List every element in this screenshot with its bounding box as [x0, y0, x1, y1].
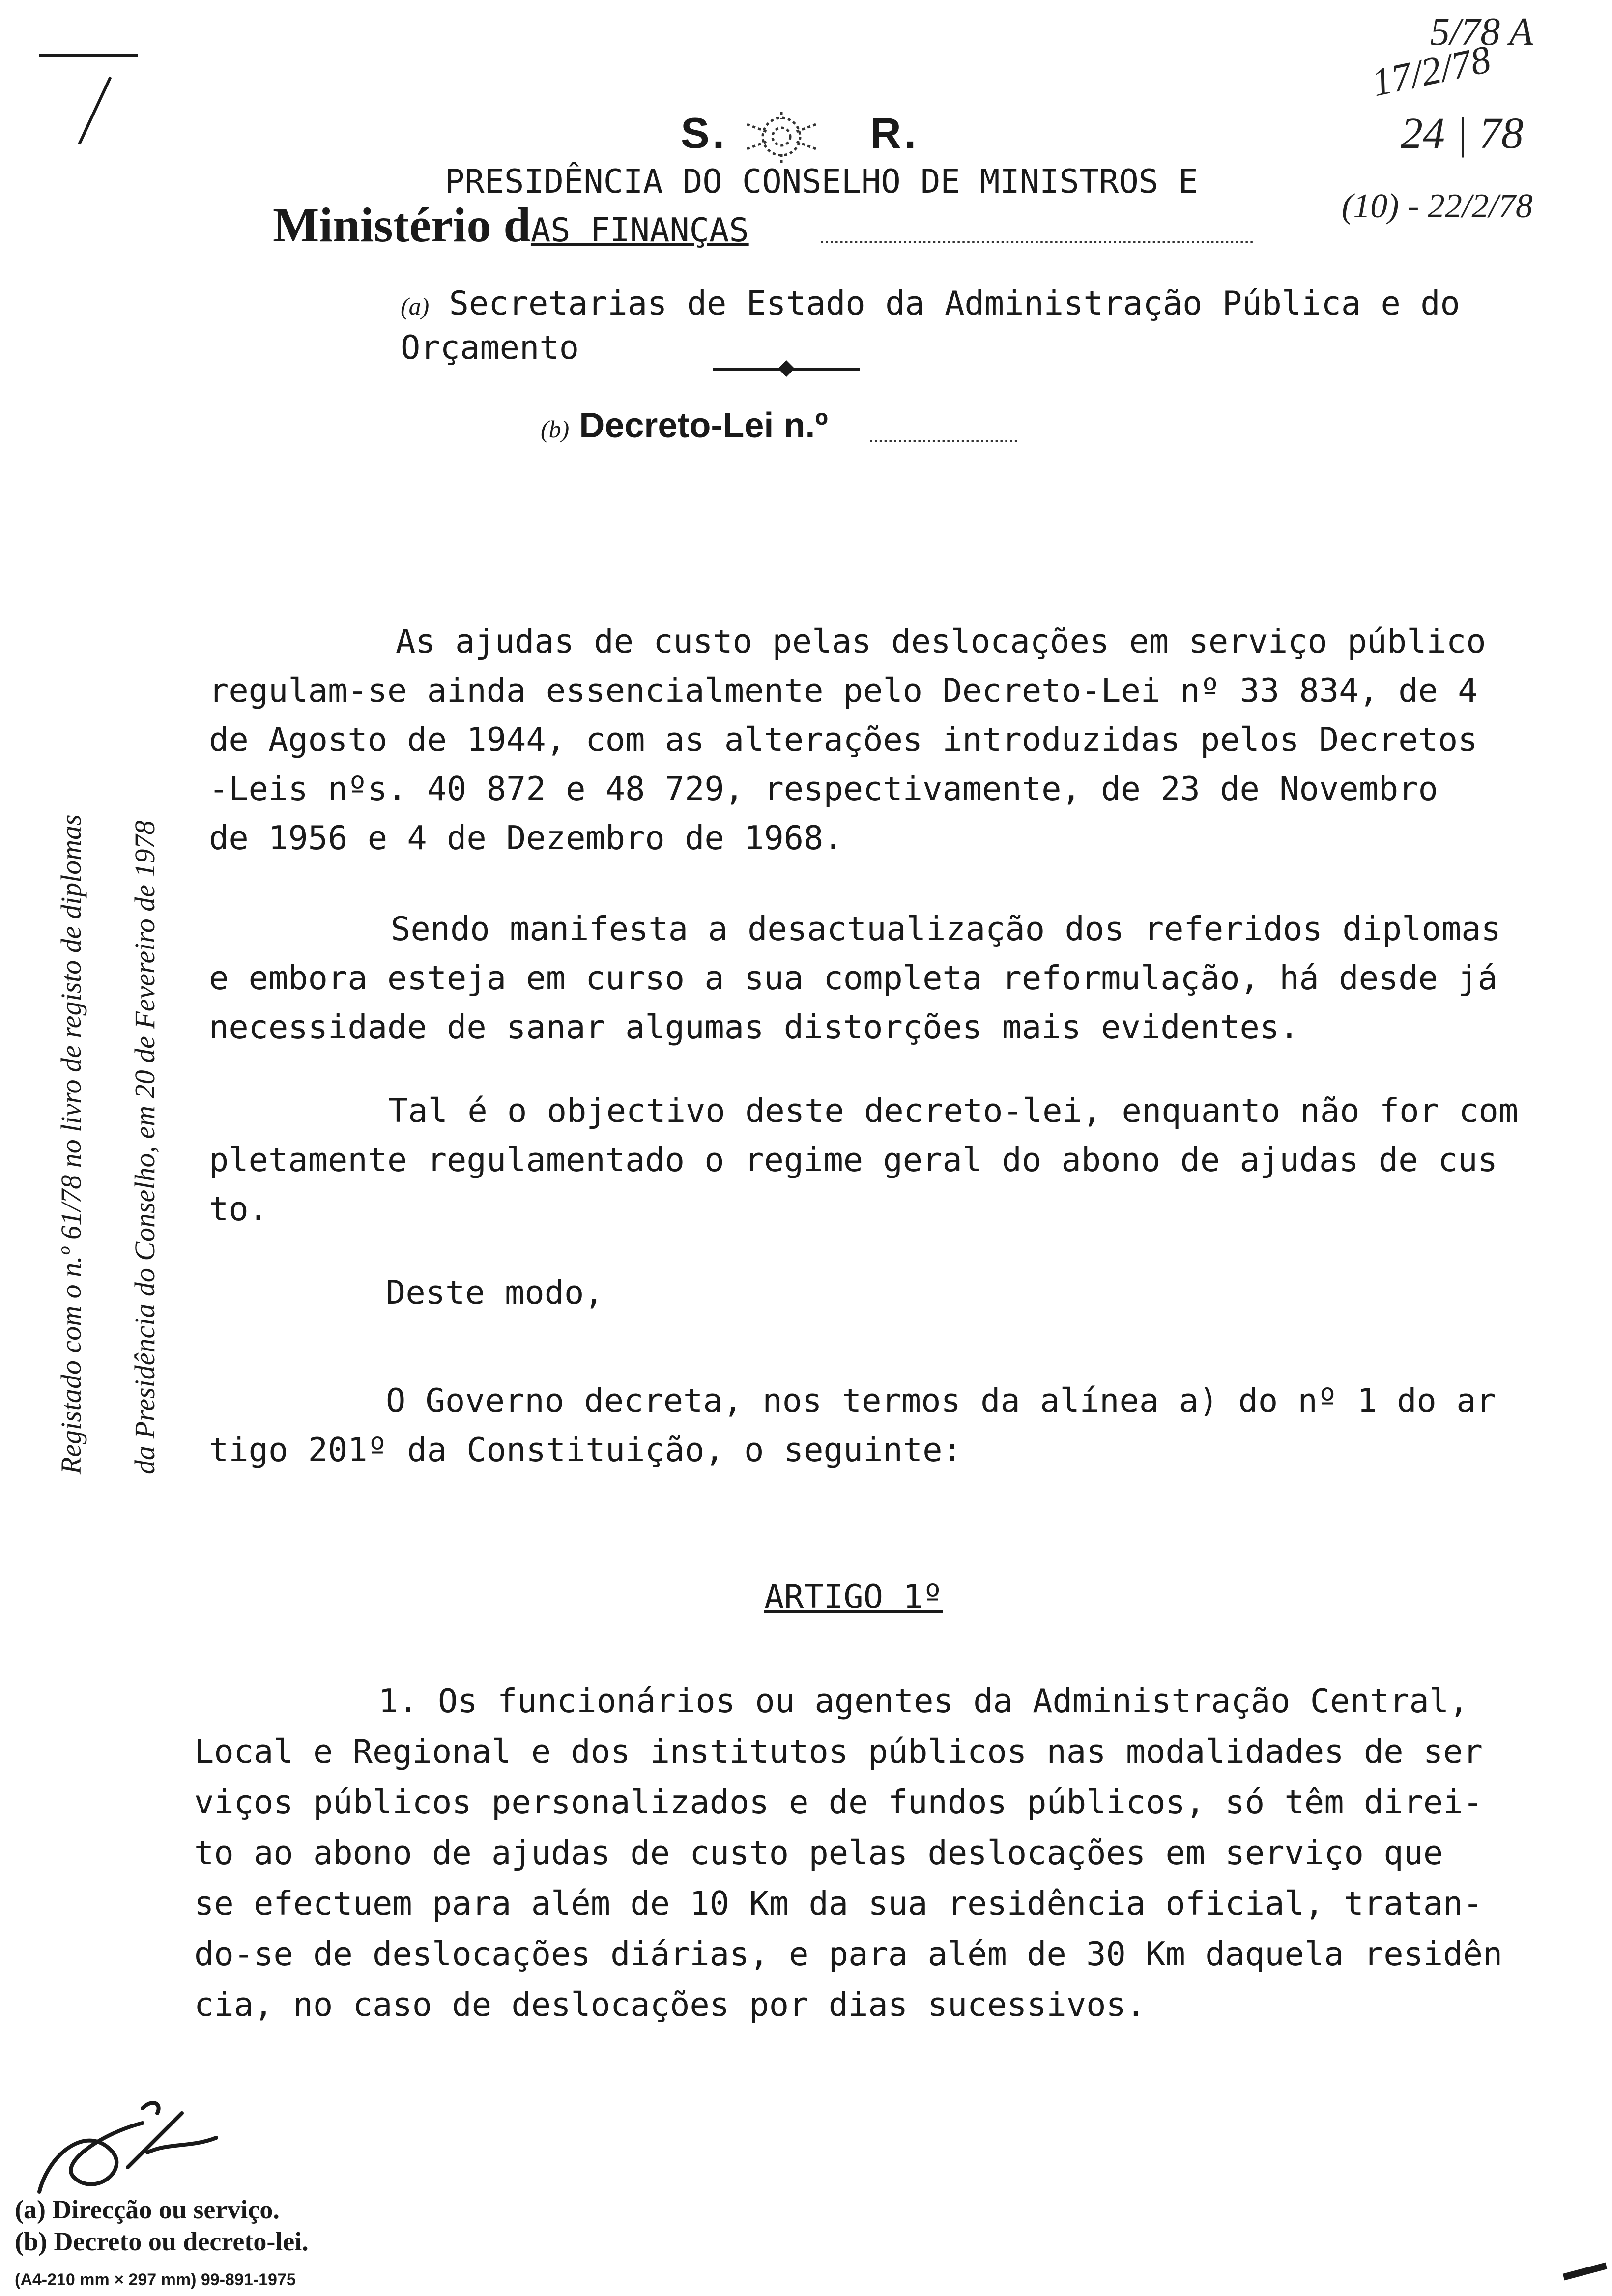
ministerio-label: Ministério d — [273, 198, 531, 252]
decreto-line — [541, 405, 828, 446]
handwritten-ref-1: 5/78 A — [1430, 10, 1533, 54]
ministerio-sub: AS FINANÇAS — [530, 211, 749, 249]
paragraph-3: Tal é o objectivo deste decreto-lei, enquanto não for com pletamente regulamentado o regime geral do abono de ajudas de cus to. — [209, 1091, 1519, 1228]
corner-mark — [1563, 2263, 1608, 2281]
header-r: R. — [870, 109, 920, 157]
top-left-mark-line — [39, 54, 138, 57]
paragraph-2: Sendo manifesta a desactualização dos referidos diplomas e embora esteja em curso a sua completa reformulação, há desde já necessidade de sanar algumas distorções mais evidentes. — [209, 910, 1501, 1046]
margin-registration-note — [34, 609, 182, 1474]
paragraph-1: As ajudas de custo pelas deslocações em serviço público regulam-se ainda essencialmente pelo Decreto-Lei nº 33 834, de 4 de Agosto de 1944, com as alterações introduzidas pelos Decretos -Leis nºs. 40 872 e 48 729, respectivamente, de 23 de Novembro de 1956 e 4 de Dezembro de 1968. — [209, 622, 1486, 857]
footnote-a: (a) Direcção ou serviço. — [15, 2195, 280, 2224]
handwritten-ref-3: 24 | 78 — [1401, 109, 1524, 158]
paragraph-6: 1. Os funcionários ou agentes da Administração Central, Local e Regional e dos institutos públicos nas modalidades de ser viços públicos personalizados e de fundos públicos, só têm direi- to ao abono de ajudas de custo pelas deslocações em serviço que se efectuem para além de 10 Km da sua residência oficial, tratan- do-se de deslocações diárias, e para além de 30 Km daquela residên cia, no caso de deslocações por dias sucessivos. — [194, 1682, 1503, 2024]
decreto-label: Decreto-Lei n.º — [579, 406, 828, 445]
handwritten-ref-4: (10) - 22/2/78 — [1342, 187, 1533, 225]
secretarias-line-2: Orçamento — [401, 328, 579, 367]
margin-note-line-1: Registado com o n.º 61/78 no livro de registo de diplomas — [55, 814, 87, 1474]
secretarias-block — [401, 283, 1531, 368]
presidencia-line: PRESIDÊNCIA DO CONSELHO DE MINISTROS E — [445, 162, 1198, 201]
signature-scribble — [29, 2094, 236, 2209]
top-left-mark-slash — [78, 77, 112, 144]
paragraph-4: Deste modo, — [386, 1273, 604, 1312]
decreto-dotted-line — [870, 440, 1017, 442]
ministerio-dotted-line — [821, 241, 1253, 243]
footnote-b: (b) Decreto ou decreto-lei. — [15, 2227, 309, 2256]
mark-a: (a) — [401, 292, 430, 320]
form-reference: (A4-210 mm × 297 mm) 99-891-1975 — [15, 2270, 296, 2289]
coat-of-arms-icon — [727, 108, 870, 164]
artigo-heading: ARTIGO 1º — [764, 1578, 943, 1616]
secretarias-line-1: Secretarias de Estado da Administração Pública e do — [449, 284, 1460, 322]
header-s: S. — [681, 109, 728, 157]
header-sr — [681, 108, 919, 164]
handwritten-ref-2: 17/2/78 — [1368, 37, 1495, 105]
mark-b: (b) — [541, 415, 570, 443]
ministerio-line — [273, 197, 749, 253]
paragraph-5: O Governo decreta, nos termos da alínea a) do nº 1 do ar tigo 201º da Constituição, o seguinte: — [209, 1381, 1496, 1469]
margin-note-line-2: da Presidência do Conselho, em 20 de Fevereiro de 1978 — [129, 820, 161, 1474]
